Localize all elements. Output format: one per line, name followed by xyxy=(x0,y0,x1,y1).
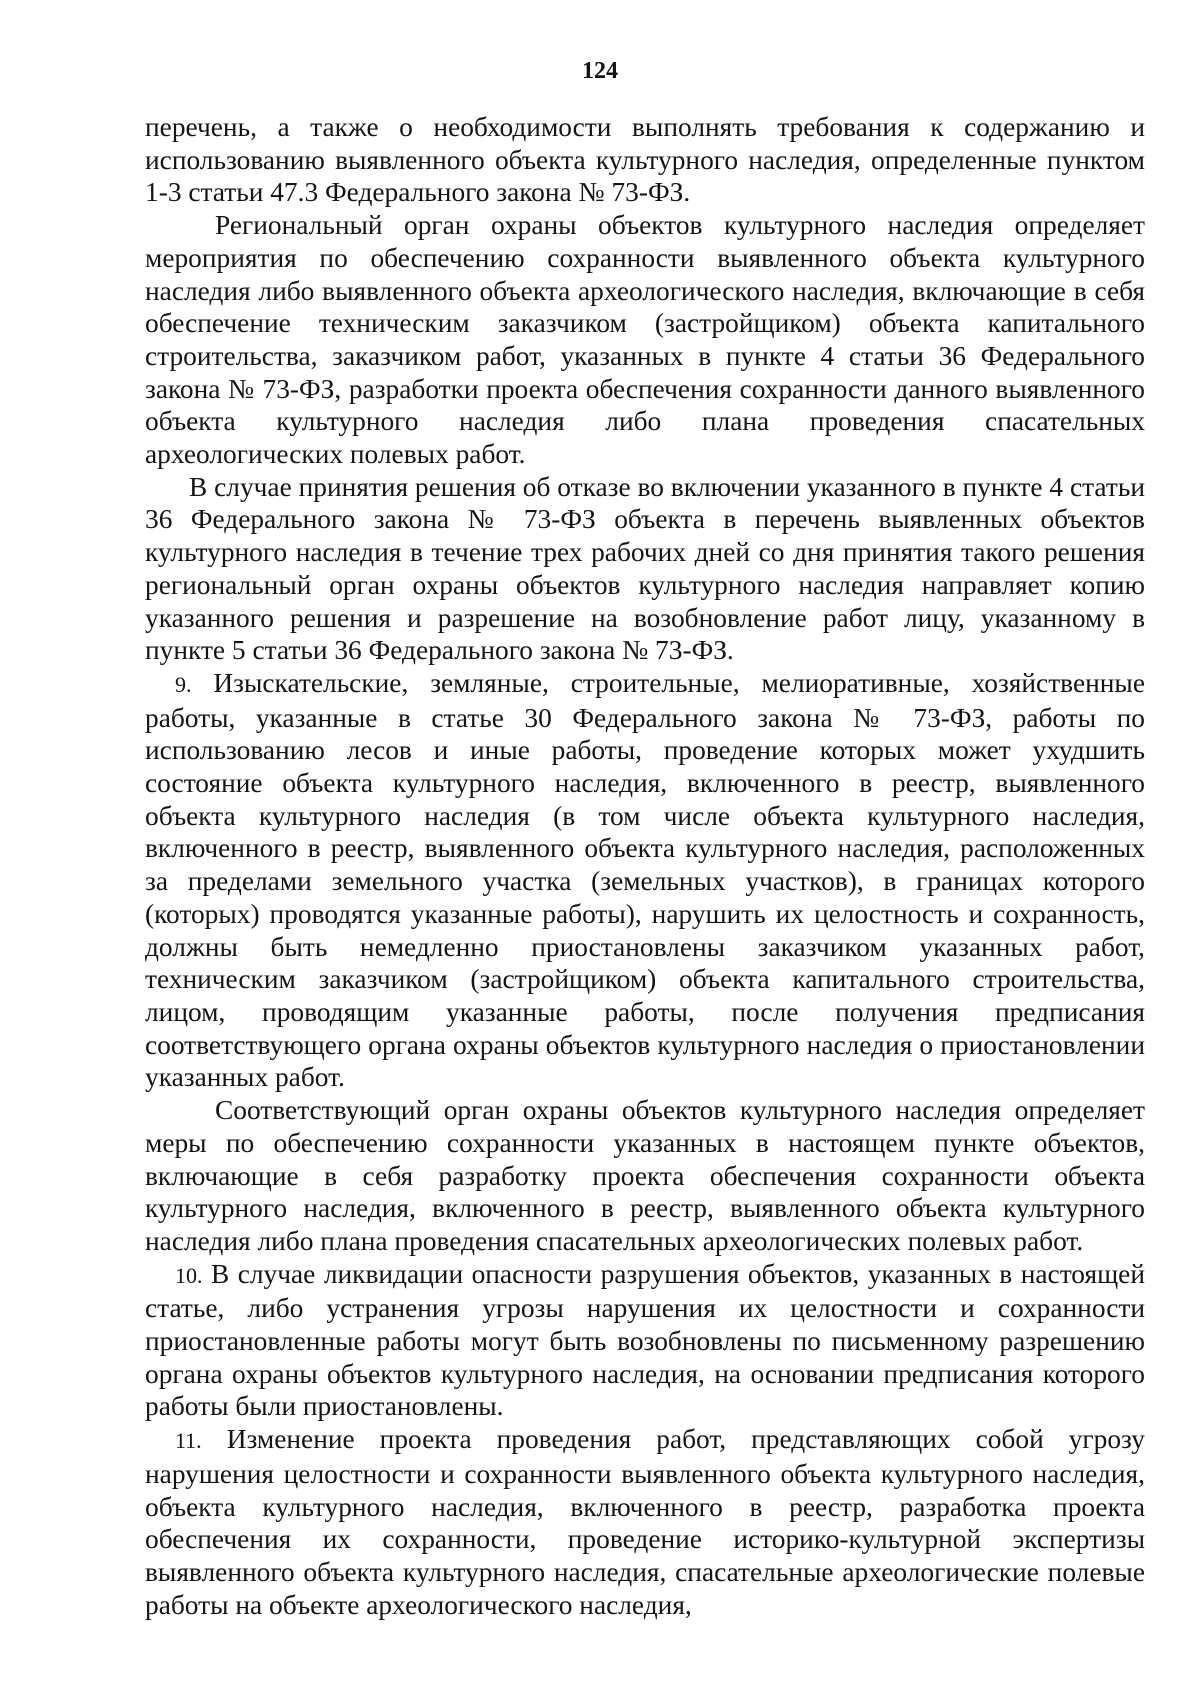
document-body xyxy=(145,111,1145,1621)
paragraph-text: перечень, а также о необходимости выполнять требования к содержанию и использованию выявленного объекта культурного наследия, определенные пунктом 1-3 статьи 47.3 Федерального закона № 73-ФЗ. xyxy=(145,112,1145,208)
paragraph-item-11 xyxy=(145,1423,1145,1621)
paragraph-refusal-case xyxy=(145,471,1145,667)
paragraph-text: В случае принятия решения об отказе во включении указанного в пункте 4 статьи 36 Федерального закона № 73-ФЗ объекта в перечень выявленных объектов культурного наследия в течение трех рабочих дней со дня принятия такого решения региональный орган охраны объектов культурного наследия направляет копию указанного решения и разрешение на возобновление работ лицу, указанному в пункте 5 статьи 36 Федерального закона № 73-ФЗ. xyxy=(145,471,1145,666)
paragraph-list-continuation xyxy=(145,111,1145,209)
item-number: 9. xyxy=(175,671,192,697)
paragraph-protection-measures xyxy=(145,1094,1145,1258)
paragraph-text: Региональный орган охраны объектов культурного наследия определяет мероприятия по обеспечению сохранности выявленного объекта культурного наследия либо выявленного объекта археологического наследия, включающие в себя обеспечение техническим заказчиком (застройщиком) объекта капитального строительства, заказчиком работ, указанных в пункте 4 статьи 36 Федерального закона № 73-ФЗ, разработки проекта обеспечения сохранности данного выявленного объекта культурного наследия либо плана проведения спасательных археологических полевых работ. xyxy=(145,210,1145,470)
paragraph-regional-measures xyxy=(145,209,1145,471)
item-number: 10. xyxy=(175,1262,203,1288)
paragraph-item-9 xyxy=(145,667,1145,1094)
paragraph-item-10 xyxy=(145,1258,1145,1424)
page-number: 124 xyxy=(582,58,618,84)
paragraph-text: В случае ликвидации опасности разрушения объектов, указанных в настоящей статье, либо устранения угрозы нарушения их целостности и сохранности приостановленные работы могут быть возобновлены по письменному разрешению органа охраны объектов культурного наследия, на основании предписания которого работы были приостановлены. xyxy=(145,1258,1145,1422)
paragraph-text: Соответствующий орган охраны объектов культурного наследия определяет меры по обеспечению сохранности указанных в настоящем пункте объектов, включающие в себя разработку проекта обеспечения сохранности объекта культурного наследия, включенного в реестр, выявленного объекта культурного наследия либо плана проведения спасательных археологических полевых работ. xyxy=(145,1095,1145,1256)
paragraph-text: Изыскательские, земляные, строительные, мелиоративные, хозяйственные работы, указанные в статье 30 Федерального закона № 73-ФЗ, работы по использованию лесов и иные работы, проведение которых может ухудшить состояние объекта культурного наследия, включенного в реестр, выявленного объекта культурного наследия (в том числе объекта культурного наследия, включенного в реестр, выявленного объекта культурного наследия, расположенных за пределами земельного участка (земельных участков), в границах которого (которых) проводятся указанные работы), нарушить их целостность и сохранность, должны быть немедленно приостановлены заказчиком указанных работ, техническим заказчиком (застройщиком) объекта капитального строительства, лицом, проводящим указанные работы, после получения предписания соответствующего органа охраны объектов культурного наследия о приостановлении указанных работ. xyxy=(145,667,1145,1093)
paragraph-text: Изменение проекта проведения работ, представляющих собой угрозу нарушения целостности и сохранности выявленного объекта культурного наследия, объекта культурного наследия, включенного в реестр, разработка проекта обеспечения их сохранности, проведение историко-культурной экспертизы выявленного объекта культурного наследия, спасательные археологические полевые работы на объекте археологического наследия, xyxy=(145,1424,1145,1620)
item-number: 11. xyxy=(175,1428,202,1454)
